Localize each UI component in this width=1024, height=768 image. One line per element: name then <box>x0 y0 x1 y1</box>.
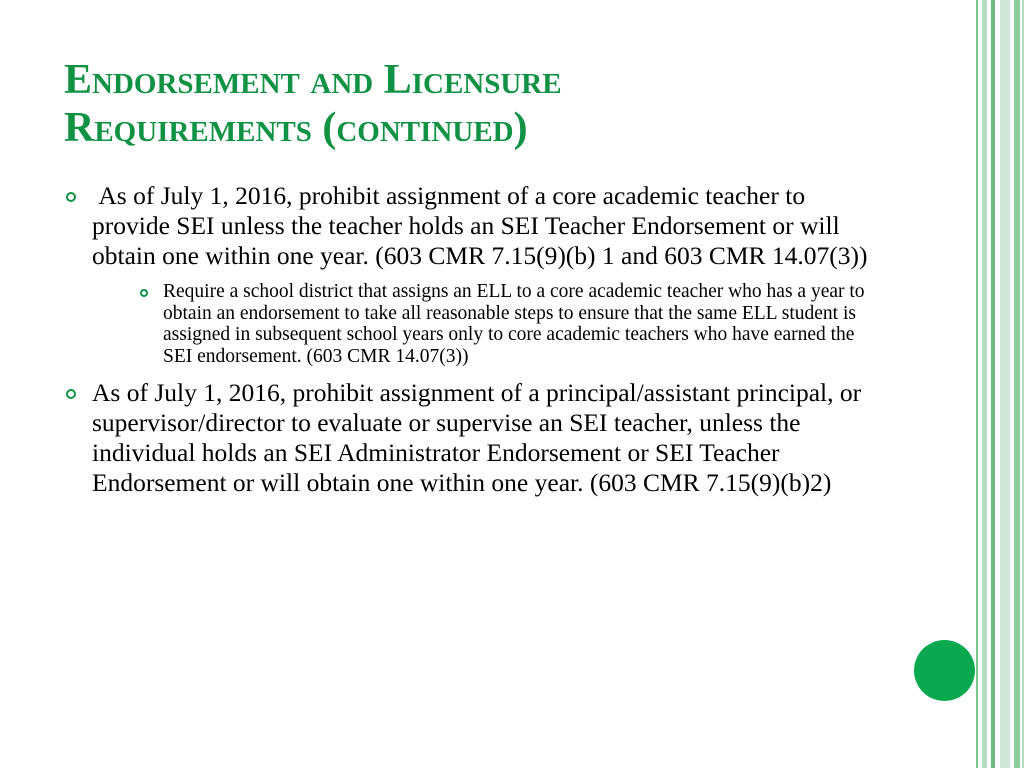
slide-body <box>66 181 886 498</box>
side-stripe <box>976 0 978 768</box>
decorative-side-stripes <box>970 0 1024 768</box>
sub-bullet-text: Require a school district that assigns an ELL to a core academic teacher who has a year to obtain an endorsement to take all reasonable steps to ensure that the same ELL student is assigned in subsequent school years only to core academic teachers who have earned the SEI endorsement. (603 CMR 14.07(3)) <box>163 281 865 367</box>
decorative-green-circle <box>914 640 975 701</box>
slide-title-line-1: Endorsement and Licensure <box>64 57 562 103</box>
circle-bullet-icon <box>140 289 148 297</box>
sub-bullet-item <box>140 281 886 367</box>
side-stripe <box>1000 0 1010 768</box>
bullet-item <box>66 378 886 498</box>
slide-title-line-2: Requirements (continued) <box>64 105 528 151</box>
bullet-text: As of July 1, 2016, prohibit assignment of a principal/assistant principal, or supervisor/director to evaluate or supervise an SEI teacher, unless the individual holds an SEI Administrator Endorsement or SEI Teacher Endorsement or will obtain one within one year. (603 CMR 7.15(9)(b)2) <box>92 378 862 497</box>
bullet-item <box>66 181 886 271</box>
side-stripe <box>982 0 987 768</box>
slide-title <box>64 56 924 152</box>
circle-bullet-icon <box>66 389 76 399</box>
bullet-text: As of July 1, 2016, prohibit assignment of a core academic teacher to provide SEI unless the teacher holds an SEI Teacher Endorsement or will obtain one within one year. (603 CMR 7.15(9)(b) 1 and 603 CMR 14.07(3)) <box>92 181 868 270</box>
side-stripe <box>1014 0 1020 768</box>
side-stripe <box>991 0 995 768</box>
circle-bullet-icon <box>66 192 76 202</box>
